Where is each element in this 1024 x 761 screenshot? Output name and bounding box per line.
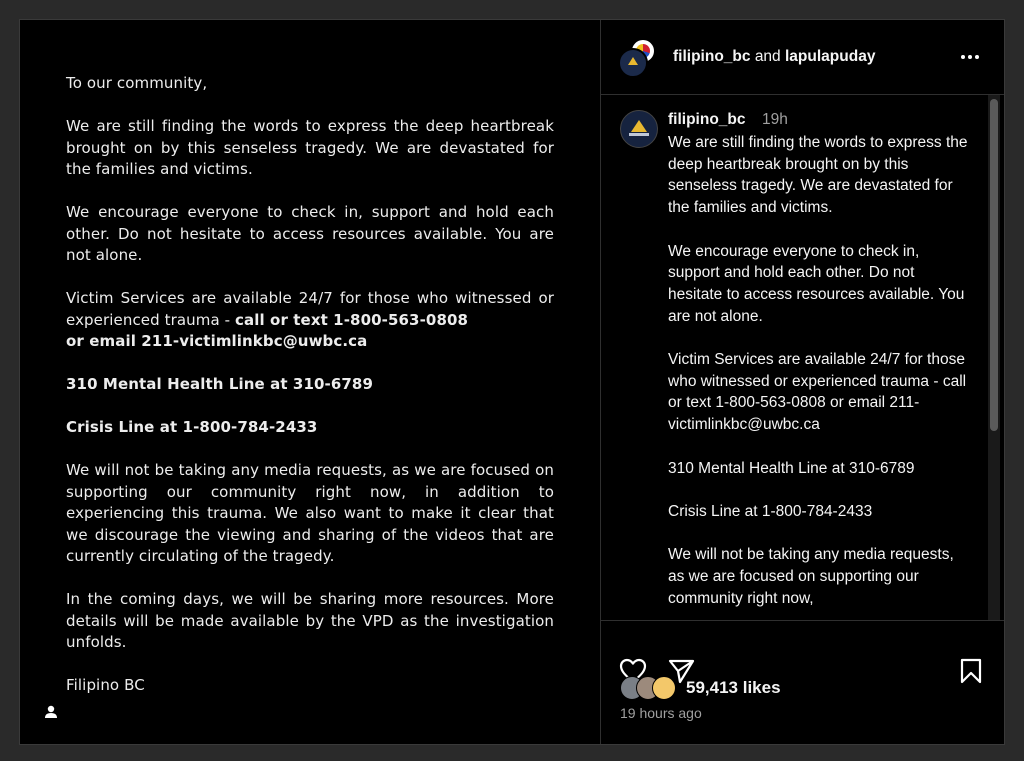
post-sidebar (600, 20, 1004, 744)
caption-paragraph: We encourage everyone to check in, support and hold each other. Do not hesitate to access resources available. You are not alone. (668, 242, 965, 325)
letter-paragraph: We are still finding the words to express the deep heartbreak brought on by this senseless tragedy. We are devastated for the families and victims. (66, 117, 554, 178)
caption-paragraph: Crisis Line at 1-800-784-2433 (668, 502, 873, 520)
bookmark-icon[interactable] (956, 656, 986, 686)
caption-paragraph: We will not be taking any media requests, as we are focused on supporting our community right now, (668, 546, 954, 607)
letter-email: or email 211-victimlinkbc@uwbc.ca (66, 332, 368, 350)
avatar[interactable] (620, 110, 658, 148)
liker-avatars[interactable] (620, 676, 682, 700)
action-bar (600, 620, 1004, 744)
letter-paragraph (66, 288, 554, 353)
letter-crisis-line: Crisis Line at 1-800-784-2433 (66, 418, 318, 436)
post-header (600, 20, 1004, 95)
person-tag-icon[interactable] (42, 703, 60, 721)
caption-paragraph: 310 Mental Health Line at 310-6789 (668, 459, 915, 477)
caption-text (668, 132, 968, 621)
caption-time[interactable]: 19h (762, 111, 788, 128)
avatar[interactable] (618, 48, 648, 78)
letter-paragraph: In the coming days, we will be sharing more resources. More details will be made available by the VPD as the investigation unfolds. (66, 590, 554, 651)
letter-paragraph (66, 417, 554, 439)
letter-paragraph: We encourage everyone to check in, support and hold each other. Do not hesitate to access resources available. You are not alone. (66, 203, 554, 264)
post-timestamp[interactable]: 19 hours ago (620, 705, 702, 721)
username-link[interactable]: lapulapuday (785, 48, 876, 65)
caption-paragraph: We are still finding the words to express the deep heartbreak brought on by this senseless tragedy. We are devastated for the families and victims. (668, 134, 968, 217)
letter-greeting: To our community, (66, 74, 208, 92)
header-usernames (673, 48, 875, 66)
like-count[interactable]: 59,413 likes (686, 678, 781, 697)
letter-mental-health: 310 Mental Health Line at 310-6789 (66, 375, 374, 393)
letter-call-text: call or text 1-800-563-0808 (235, 310, 469, 329)
caption-username[interactable]: filipino_bc (668, 111, 746, 128)
letter-signoff: Filipino BC (66, 676, 145, 694)
collab-avatars[interactable] (618, 38, 662, 78)
more-horizontal-icon[interactable] (960, 54, 980, 60)
post-modal (19, 19, 1005, 745)
post-image (20, 20, 601, 744)
letter-paragraph (66, 374, 554, 396)
avatar[interactable] (652, 676, 676, 700)
scrollbar-thumb[interactable] (990, 99, 998, 431)
letter-victim-services: Victim Services are available 24/7 for those who witnessed or experienced trauma - (66, 289, 554, 329)
letter-text (66, 73, 554, 718)
username-link[interactable]: filipino_bc (673, 48, 751, 65)
username-joiner: and (754, 48, 781, 65)
caption-area[interactable] (600, 95, 1004, 621)
scrollbar[interactable] (988, 95, 1000, 620)
letter-paragraph: We will not be taking any media requests, as we are focused on supporting our community right now, in addition to experiencing this trauma. We also want to make it clear that we discourage the viewing and sharing of the videos that are currently circulating of the tragedy. (66, 461, 554, 565)
caption-paragraph: Victim Services are available 24/7 for those who witnessed or experienced trauma - call or text 1-800-563-0808 or email 211-victimlinkbc@uwbc.ca (668, 351, 967, 434)
